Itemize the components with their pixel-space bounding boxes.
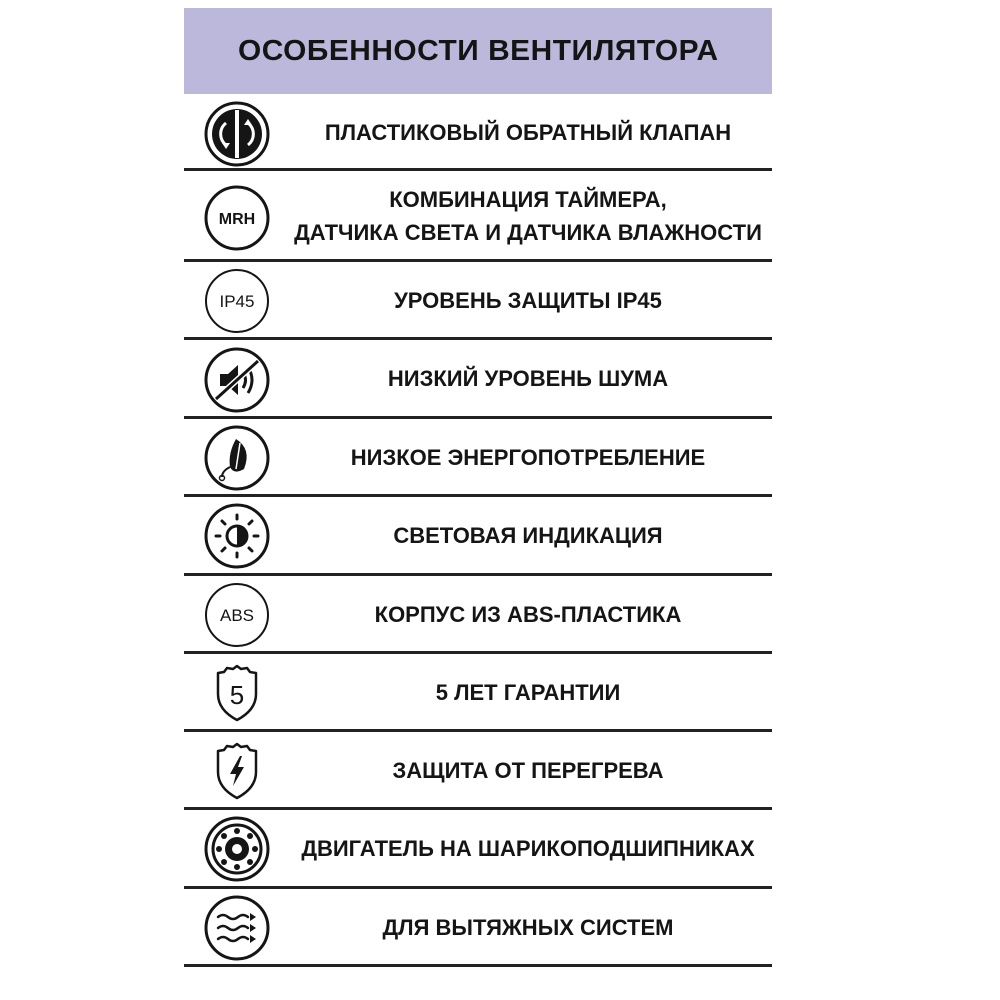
feature-label: СВЕТОВАЯ ИНДИКАЦИЯ [393,523,663,548]
ip45-icon [204,268,270,334]
feature-label: НИЗКОЕ ЭНЕРГОПОТРЕБЛЕНИЕ [350,445,706,470]
feature-label: ДВИГАТЕЛЬ НА ШАРИКОПОДШИПНИКАХ [301,836,755,861]
shield-lightning-icon [204,738,270,804]
feature-label: ДАТЧИКА СВЕТА И ДАТЧИКА ВЛАЖНОСТИ [294,220,762,245]
abs-icon-text: ABS [219,606,255,625]
header-banner [184,8,772,94]
check-valve-icon [204,101,270,167]
feature-label: ЗАЩИТА ОТ ПЕРЕГРЕВА [392,758,664,783]
muted-speaker-icon [204,347,270,413]
feature-row [184,262,772,340]
shield-5-icon-text: 5 [229,680,245,710]
feature-row [184,810,772,889]
feature-row [184,654,772,732]
ip45-icon-text: IP45 [219,292,255,311]
feature-label: ПЛАСТИКОВЫЙ ОБРАТНЫЙ КЛАПАН [324,120,732,145]
feature-row [184,94,772,171]
feature-label: 5 ЛЕТ ГАРАНТИИ [435,680,621,705]
abs-icon [204,582,270,648]
feature-label: НИЗКИЙ УРОВЕНЬ ШУМА [387,366,669,391]
airflow-icon [204,895,270,961]
feature-label: КОРПУС ИЗ ABS-ПЛАСТИКА [374,602,682,627]
feature-label: УРОВЕНЬ ЗАЩИТЫ IP45 [394,288,662,313]
page-title: ОСОБЕННОСТИ ВЕНТИЛЯТОРА [237,34,719,67]
ball-bearing-icon [204,816,270,882]
shield-5-icon [204,660,270,726]
feature-label: КОМБИНАЦИЯ ТАЙМЕРА, [389,187,667,212]
light-indicator-icon [204,503,270,569]
leaf-plug-icon [204,425,270,491]
feature-row [184,889,772,967]
mrh-icon [204,185,270,251]
feature-row [184,497,772,576]
feature-row [184,171,772,262]
mrh-icon-text: MRH [218,211,256,228]
feature-row [184,576,772,654]
feature-row [184,419,772,497]
feature-label: ДЛЯ ВЫТЯЖНЫХ СИСТЕМ [382,915,674,940]
feature-row [184,340,772,419]
feature-row [184,732,772,810]
features-panel [184,8,772,940]
